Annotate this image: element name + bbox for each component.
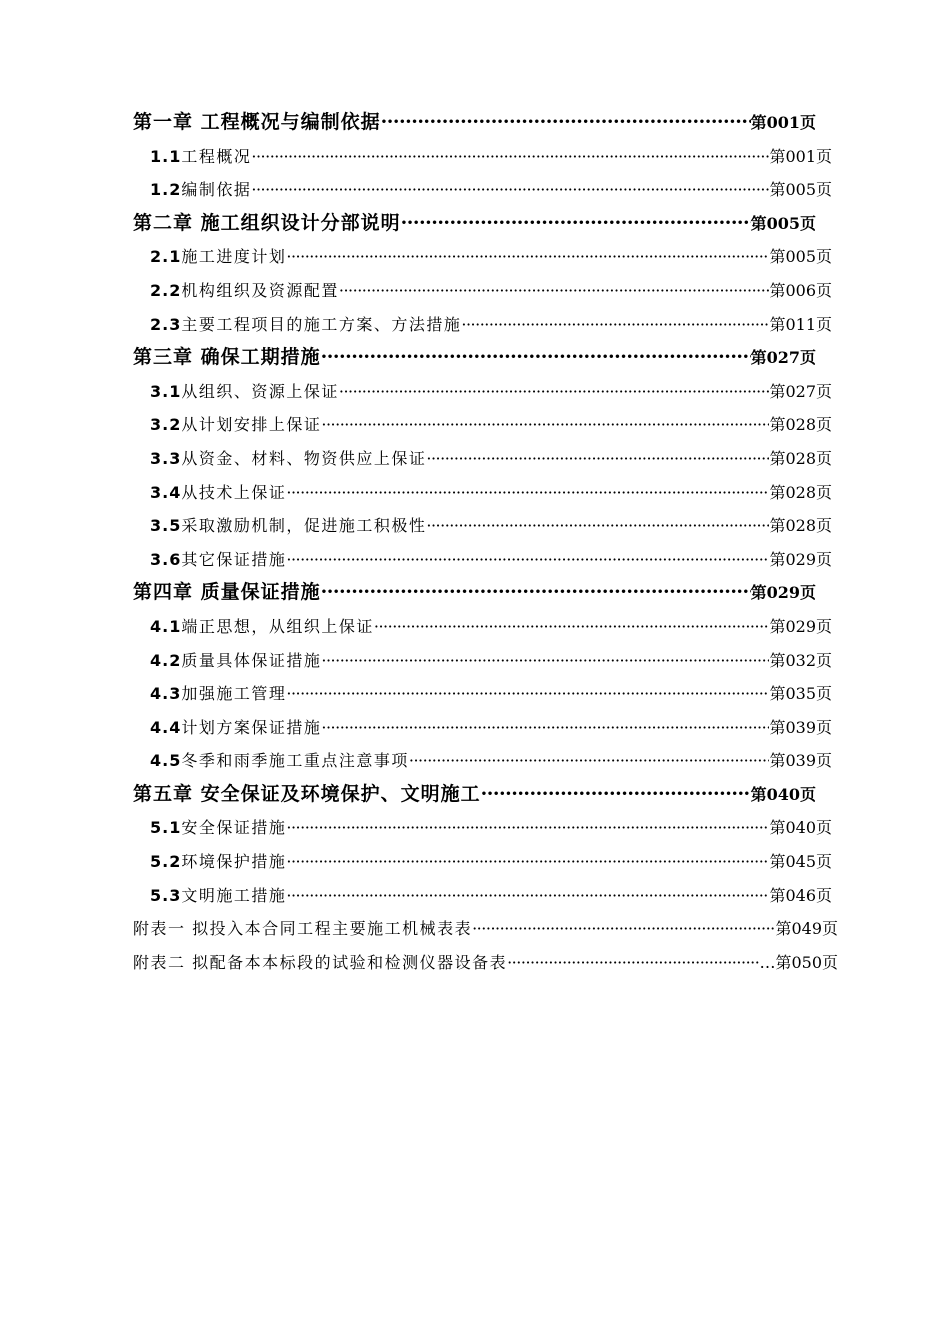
section-title: 从组织、资源上保证 — [181, 381, 339, 401]
section-title: 从技术上保证 — [181, 482, 287, 502]
dot-leader — [409, 744, 770, 778]
dot-leader — [251, 173, 769, 207]
chapter-title: 第一章 工程概况与编制依据 — [133, 111, 381, 133]
toc-section-4-3[interactable] — [133, 677, 832, 711]
dot-leader — [321, 341, 751, 375]
dot-leader — [321, 408, 769, 442]
section-title: 端正思想，从组织上保证 — [181, 616, 374, 636]
dot-leader — [381, 106, 751, 140]
appendix-title: 附表一 拟投入本合同工程主要施工机械表表 — [133, 919, 473, 939]
section-page: 第028页 — [769, 516, 832, 536]
dot-leader — [286, 240, 769, 274]
section-title: 主要工程项目的施工方案、方法措施 — [181, 314, 462, 334]
toc-section-2-3[interactable] — [133, 308, 832, 342]
section-page: 第011页 — [769, 314, 832, 334]
toc-section-4-2[interactable] — [133, 644, 832, 678]
dot-leader — [481, 778, 751, 812]
section-title: 编制依据 — [181, 180, 252, 200]
section-number: 1.2 — [150, 180, 182, 200]
section-number: 3.3 — [150, 448, 182, 468]
dot-leader — [251, 140, 769, 174]
dot-leader — [426, 442, 769, 476]
dot-leader — [286, 845, 769, 879]
toc-section-3-2[interactable] — [133, 408, 832, 442]
toc-appendix-1[interactable] — [133, 912, 838, 946]
toc-chapter-3[interactable] — [133, 341, 816, 375]
chapter-page: 第027页 — [750, 348, 816, 368]
toc-section-4-5[interactable] — [133, 744, 832, 778]
section-page: 第040页 — [769, 818, 832, 838]
section-number: 3.4 — [150, 482, 182, 502]
section-number: 3.6 — [150, 549, 182, 569]
section-page: 第045页 — [769, 852, 832, 872]
section-page: 第035页 — [769, 684, 832, 704]
section-title: 加强施工管理 — [181, 684, 287, 704]
section-page: 第039页 — [769, 751, 832, 771]
section-number: 2.2 — [150, 280, 182, 300]
section-page: 第005页 — [769, 247, 832, 267]
section-title: 机构组织及资源配置 — [181, 280, 339, 300]
section-number: 5.2 — [150, 852, 182, 872]
chapter-page: 第040页 — [750, 784, 816, 804]
section-title: 施工进度计划 — [181, 247, 287, 267]
section-page: 第027页 — [769, 381, 832, 401]
toc-section-4-4[interactable] — [133, 711, 832, 745]
section-page: 第005页 — [769, 180, 832, 200]
dot-leader — [339, 375, 770, 409]
toc-section-2-1[interactable] — [133, 240, 832, 274]
dot-leader — [426, 509, 769, 543]
toc-section-5-2[interactable] — [133, 845, 832, 879]
section-page: 第001页 — [769, 146, 832, 166]
section-page: 第029页 — [769, 616, 832, 636]
toc-section-4-1[interactable] — [133, 610, 832, 644]
toc-section-3-4[interactable] — [133, 476, 832, 510]
section-page: 第029页 — [769, 549, 832, 569]
chapter-title: 第五章 安全保证及环境保护、文明施工 — [133, 782, 481, 805]
toc-chapter-4[interactable] — [133, 576, 816, 610]
chapter-title: 第三章 确保工期措施 — [133, 346, 321, 369]
dot-leader — [321, 576, 751, 610]
toc-chapter-1[interactable] — [133, 106, 816, 140]
section-page: 第028页 — [769, 415, 832, 435]
section-number: 4.1 — [150, 616, 182, 636]
chapter-page: 第029页 — [750, 583, 816, 603]
section-page: 第039页 — [769, 717, 832, 737]
toc-section-2-2[interactable] — [133, 274, 832, 308]
dot-leader — [461, 308, 769, 342]
section-title: 环境保护措施 — [181, 852, 287, 872]
section-number: 4.2 — [150, 650, 182, 670]
section-title: 冬季和雨季施工重点注意事项 — [181, 751, 409, 771]
dot-leader — [286, 879, 769, 913]
section-number: 3.1 — [150, 381, 182, 401]
toc-section-1-1[interactable] — [133, 140, 832, 174]
dot-leader — [286, 543, 769, 577]
section-title: 从计划安排上保证 — [181, 415, 322, 435]
dot-leader — [321, 711, 769, 745]
dot-leader — [401, 207, 751, 241]
toc-section-5-3[interactable] — [133, 879, 832, 913]
toc-section-3-1[interactable] — [133, 375, 832, 409]
toc-chapter-5[interactable] — [133, 778, 816, 812]
section-title: 采取激励机制，促进施工积极性 — [181, 516, 427, 536]
section-title: 从资金、材料、物资供应上保证 — [181, 448, 427, 468]
table-of-contents — [133, 106, 838, 979]
dot-leader — [321, 644, 769, 678]
toc-section-5-1[interactable] — [133, 811, 832, 845]
section-page: 第028页 — [769, 482, 832, 502]
toc-appendix-2[interactable] — [133, 946, 838, 980]
toc-section-3-6[interactable] — [133, 543, 832, 577]
section-title: 其它保证措施 — [181, 549, 287, 569]
toc-chapter-2[interactable] — [133, 207, 816, 241]
section-number: 5.3 — [150, 885, 182, 905]
section-page: 第006页 — [769, 280, 832, 300]
chapter-title: 第四章 质量保证措施 — [133, 581, 321, 604]
section-number: 4.5 — [150, 751, 182, 771]
dot-leader — [472, 912, 775, 946]
section-number: 4.3 — [150, 684, 182, 704]
dot-leader — [507, 946, 759, 980]
toc-section-3-3[interactable] — [133, 442, 832, 476]
section-title: 工程概况 — [181, 146, 252, 166]
section-number: 4.4 — [150, 717, 182, 737]
section-number: 3.5 — [150, 516, 182, 536]
chapter-page: 第001页 — [750, 113, 816, 132]
appendix-title: 附表二 拟配备本本标段的试验和检测仪器设备表 — [133, 952, 508, 972]
dot-leader — [286, 677, 769, 711]
section-page: 第028页 — [769, 448, 832, 468]
section-number: 2.1 — [150, 247, 182, 267]
toc-section-3-5[interactable] — [133, 509, 832, 543]
toc-section-1-2[interactable] — [133, 173, 832, 207]
dot-leader — [286, 811, 769, 845]
section-number: 2.3 — [150, 314, 182, 334]
section-title: 质量具体保证措施 — [181, 650, 322, 670]
chapter-page: 第005页 — [750, 213, 816, 233]
dot-leader — [286, 476, 769, 510]
section-number: 5.1 — [150, 818, 182, 838]
section-title: 计划方案保证措施 — [181, 717, 322, 737]
dot-leader — [339, 274, 770, 308]
section-title: 安全保证措施 — [181, 818, 287, 838]
section-number: 1.1 — [150, 146, 182, 166]
chapter-title: 第二章 施工组织设计分部说明 — [133, 211, 401, 234]
appendix-page: …第050页 — [759, 952, 838, 972]
appendix-page: 第049页 — [775, 919, 838, 939]
dot-leader — [374, 610, 770, 644]
section-title: 文明施工措施 — [181, 885, 287, 905]
section-page: 第046页 — [769, 885, 832, 905]
section-number: 3.2 — [150, 415, 182, 435]
section-page: 第032页 — [769, 650, 832, 670]
